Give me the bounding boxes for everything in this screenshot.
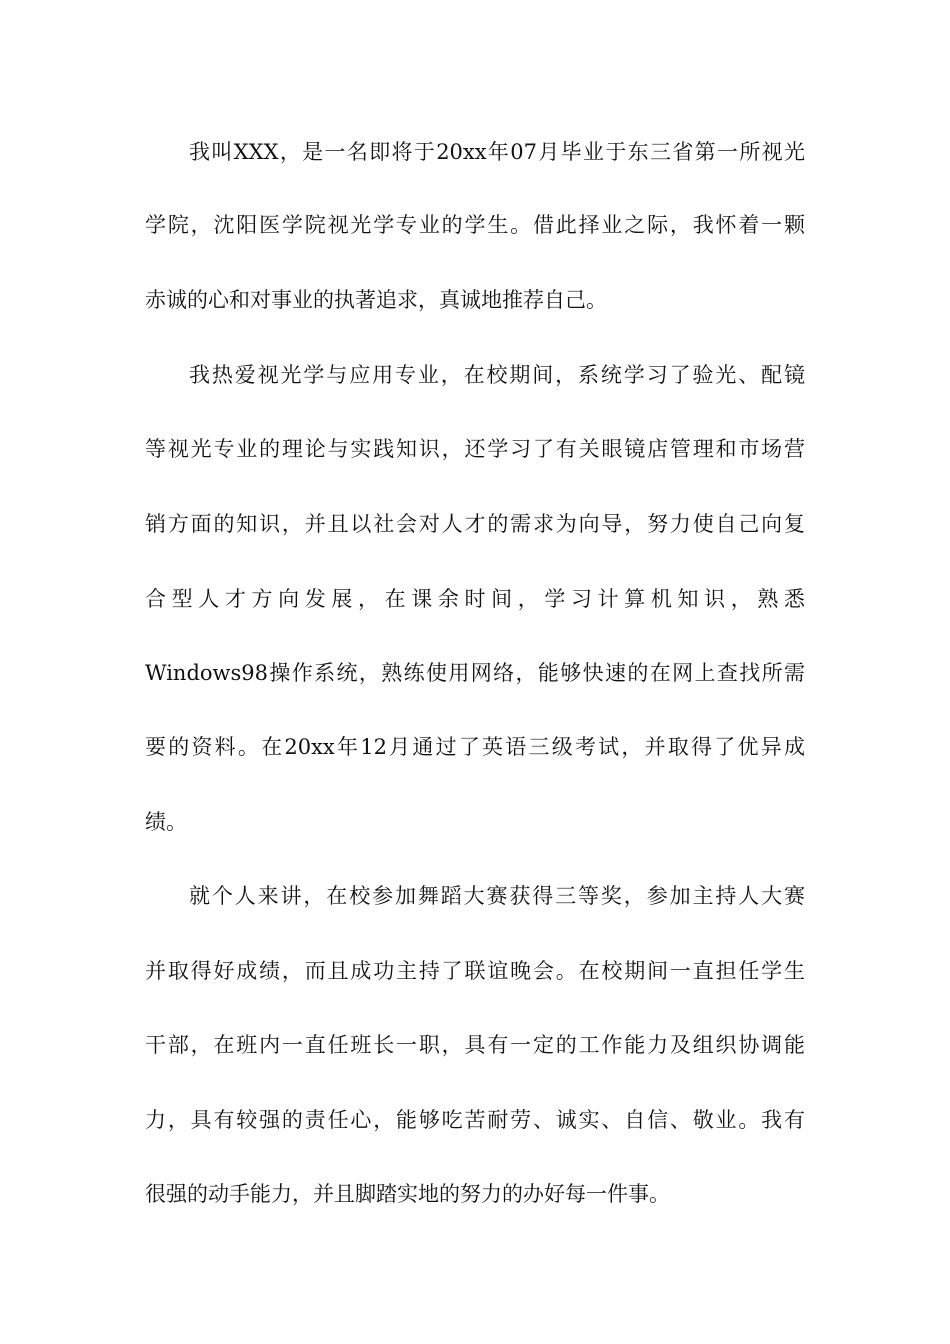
paragraph-1-line-2: 学院，沈阳医学院视光学专业的学生。借此择业之际，我怀着一颗 xyxy=(145,213,805,237)
paragraph-2-line-5: Windows98操作系统，熟练使用网络，能够快速的在网上查找所需 xyxy=(145,661,805,685)
paragraph-1-line-1: 我叫XXX，是一名即将于20xx年07月毕业于东三省第一所视光 xyxy=(189,140,805,164)
paragraph-2-line-1: 我热爱视光学与应用专业，在校期间，系统学习了验光、配镜 xyxy=(189,363,805,387)
paragraph-2-line-6: 要的资料。在20xx年12月通过了英语三级考试，并取得了优异成 xyxy=(145,735,805,759)
paragraph-2-line-7: 绩。 xyxy=(145,810,187,834)
paragraph-2-line-3: 销方面的知识，并且以社会对人才的需求为向导，努力使自己向复 xyxy=(145,512,805,536)
paragraph-3-line-4: 力，具有较强的责任心，能够吃苦耐劳、诚实、自信、敬业。我有 xyxy=(145,1108,805,1132)
paragraph-2-line-2: 等视光专业的理论与实践知识，还学习了有关眼镜店管理和市场营 xyxy=(145,437,805,461)
paragraph-3-line-2: 并取得好成绩，而且成功主持了联谊晚会。在校期间一直担任学生 xyxy=(145,959,805,983)
paragraph-2-line-4: 合型人才方向发展，在课余时间，学习计算机知识，熟悉 xyxy=(145,587,805,611)
paragraph-3-line-3: 干部，在班内一直任班长一职，具有一定的工作能力及组织协调能 xyxy=(145,1033,805,1057)
paragraph-1-line-3: 赤诚的心和对事业的执著追求，真诚地推荐自己。 xyxy=(145,288,607,312)
paragraph-3-line-1: 就个人来讲，在校参加舞蹈大赛获得三等奖，参加主持人大赛 xyxy=(189,884,805,908)
paragraph-3-line-5: 很强的动手能力，并且脚踏实地的努力的办好每一件事。 xyxy=(145,1182,670,1206)
